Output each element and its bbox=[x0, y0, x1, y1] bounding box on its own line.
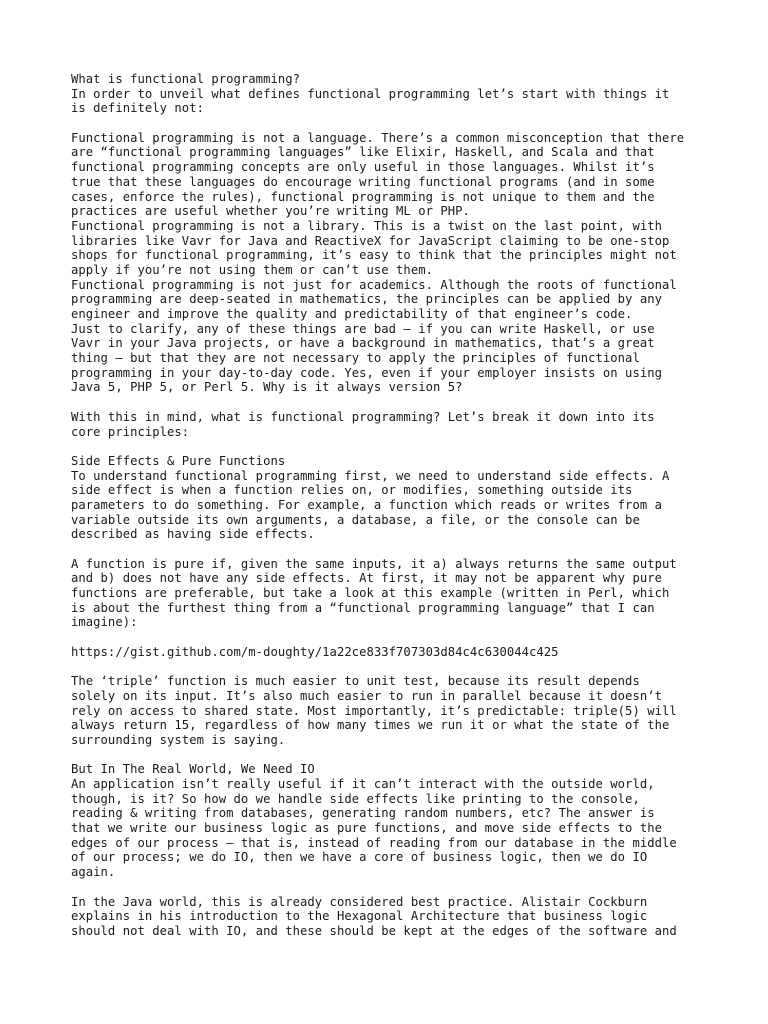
blank-line bbox=[71, 116, 721, 131]
blank-line bbox=[71, 660, 721, 675]
text-line: An application isn’t really useful if it can’t interact with the outside world, bbox=[71, 777, 655, 791]
para-pure-function bbox=[71, 557, 721, 630]
text-line: The ‘triple’ function is much easier to unit test, because its result depends bbox=[71, 674, 640, 689]
text-line: and b) does not have any side effects. At first, it may not be apparent why pure bbox=[71, 571, 662, 586]
para-java-world bbox=[71, 895, 721, 939]
text-line: Java 5, PHP 5, or Perl 5. Why is it always version 5? bbox=[71, 380, 463, 395]
text-line: engineer and improve the quality and predictability of that engineer’s code. bbox=[71, 307, 633, 321]
para-real-world-io bbox=[71, 777, 721, 880]
para-not-a-library bbox=[71, 219, 721, 278]
heading-real-world-io bbox=[71, 762, 721, 777]
text-line: again. bbox=[71, 865, 116, 880]
heading-line: But In The Real World, We Need IO bbox=[71, 762, 315, 777]
text-line: Functional programming is not a language. There’s a common misconception that there bbox=[71, 130, 685, 145]
text-line: apply if you’re not using them or can’t use them. bbox=[71, 262, 433, 277]
text-line: described as having side effects. bbox=[71, 527, 315, 542]
text-line: Vavr in your Java projects, or have a background in mathematics, that’s a great bbox=[71, 336, 655, 351]
heading-line: Side Effects & Pure Functions bbox=[71, 453, 286, 468]
blank-line bbox=[71, 880, 721, 895]
text-line: variable outside its own arguments, a database, a file, or the console can be bbox=[71, 512, 640, 527]
text-line: functions are preferable, but take a look at this example (written in Perl, which bbox=[71, 586, 670, 601]
text-line: Just to clarify, any of these things are bad — if you can write Haskell, or use bbox=[71, 321, 655, 336]
text-line: programming in your day-to-day code. Yes, even if your employer insists on using bbox=[71, 365, 662, 380]
heading-line: What is functional programming? bbox=[71, 72, 301, 86]
text-line: is about the furthest thing from a “functional programming language” that I can bbox=[71, 600, 655, 615]
blank-line bbox=[71, 542, 721, 557]
text-line: explains in his introduction to the Hexagonal Architecture that business logic bbox=[71, 909, 648, 924]
text-line: side effect is when a function relies on, or modifies, something outside its bbox=[71, 483, 633, 498]
heading-side-effects bbox=[71, 454, 721, 469]
text-line: surrounding system is saying. bbox=[71, 732, 286, 747]
text-line: core principles: bbox=[71, 424, 190, 439]
text-line: cases, enforce the rules), functional programming is not unique to them and the bbox=[71, 189, 655, 204]
text-line: In order to unveil what defines functional programming let’s start with things it bbox=[71, 86, 670, 101]
text-line: thing — but that they are not necessary to apply the principles of functional bbox=[71, 351, 640, 366]
text-line: functional programming concepts are only useful in those languages. Whilst it’s bbox=[71, 160, 655, 175]
text-line: of our process; we do IO, then we have a core of business logic, then we do IO bbox=[71, 850, 648, 865]
text-line: though, is it? So how do we handle side effects like printing to the console, bbox=[71, 791, 640, 806]
para-core-principles bbox=[71, 410, 721, 439]
para-triple bbox=[71, 674, 721, 747]
text-line: that we write our business logic as pure functions, and move side effects to the bbox=[71, 821, 662, 836]
text-line: solely on its input. It’s also much easier to run in parallel because it doesn’t bbox=[71, 688, 662, 703]
para-side-effects bbox=[71, 469, 721, 542]
blank-line bbox=[71, 439, 721, 454]
para-clarify bbox=[71, 322, 721, 395]
text-line: To understand functional programming first, we need to understand side effects. A bbox=[71, 468, 670, 483]
text-line: always return 15, regardless of how many times we run it or what the state of the bbox=[71, 718, 670, 733]
text-line: With this in mind, what is functional programming? Let’s break it down into its bbox=[71, 409, 655, 424]
text-line: reading & writing from databases, generating random numbers, etc? The answer is bbox=[71, 806, 655, 821]
gist-link-text[interactable]: https://gist.github.com/m-doughty/1a22ce833f707303d84c4c630044c425 bbox=[71, 644, 559, 659]
text-line: shops for functional programming, it’s easy to think that the principles might not bbox=[71, 248, 677, 263]
blank-line bbox=[71, 395, 721, 410]
text-line: A function is pure if, given the same inputs, it a) always returns the same output bbox=[71, 556, 677, 571]
blank-line bbox=[71, 748, 721, 763]
text-line: programming are deep-seated in mathematics, the principles can be applied by any bbox=[71, 292, 662, 307]
para-intro bbox=[71, 87, 721, 116]
text-line: should not deal with IO, and these should be kept at the edges of the software and bbox=[71, 923, 677, 938]
heading-what-is-fp bbox=[71, 72, 721, 87]
text-line: is definitely not: bbox=[71, 101, 204, 116]
text-line: In the Java world, this is already considered best practice. Alistair Cockburn bbox=[71, 894, 648, 909]
text-line: Functional programming is not just for academics. Although the roots of functional bbox=[71, 277, 677, 292]
para-not-a-language bbox=[71, 131, 721, 219]
text-line: Functional programming is not a library. This is a twist on the last point, with bbox=[71, 218, 662, 233]
text-line: rely on access to shared state. Most importantly, it’s predictable: triple(5) will bbox=[71, 703, 677, 718]
text-line: parameters to do something. For example, a function which reads or writes from a bbox=[71, 497, 662, 512]
gist-link[interactable] bbox=[71, 645, 721, 660]
text-line: true that these languages do encourage writing functional programs (and in some bbox=[71, 174, 655, 189]
para-not-academics bbox=[71, 278, 721, 322]
text-line: practices are useful whether you’re writing ML or PHP. bbox=[71, 204, 470, 219]
text-line: imagine): bbox=[71, 615, 138, 630]
blank-line bbox=[71, 630, 721, 645]
text-line: edges of our process — that is, instead of reading from our database in the middle bbox=[71, 835, 677, 850]
document-page bbox=[71, 72, 721, 939]
text-line: are “functional programming languages” like Elixir, Haskell, and Scala and that bbox=[71, 145, 655, 160]
text-line: libraries like Vavr for Java and ReactiveX for JavaScript claiming to be one-stop bbox=[71, 233, 670, 248]
